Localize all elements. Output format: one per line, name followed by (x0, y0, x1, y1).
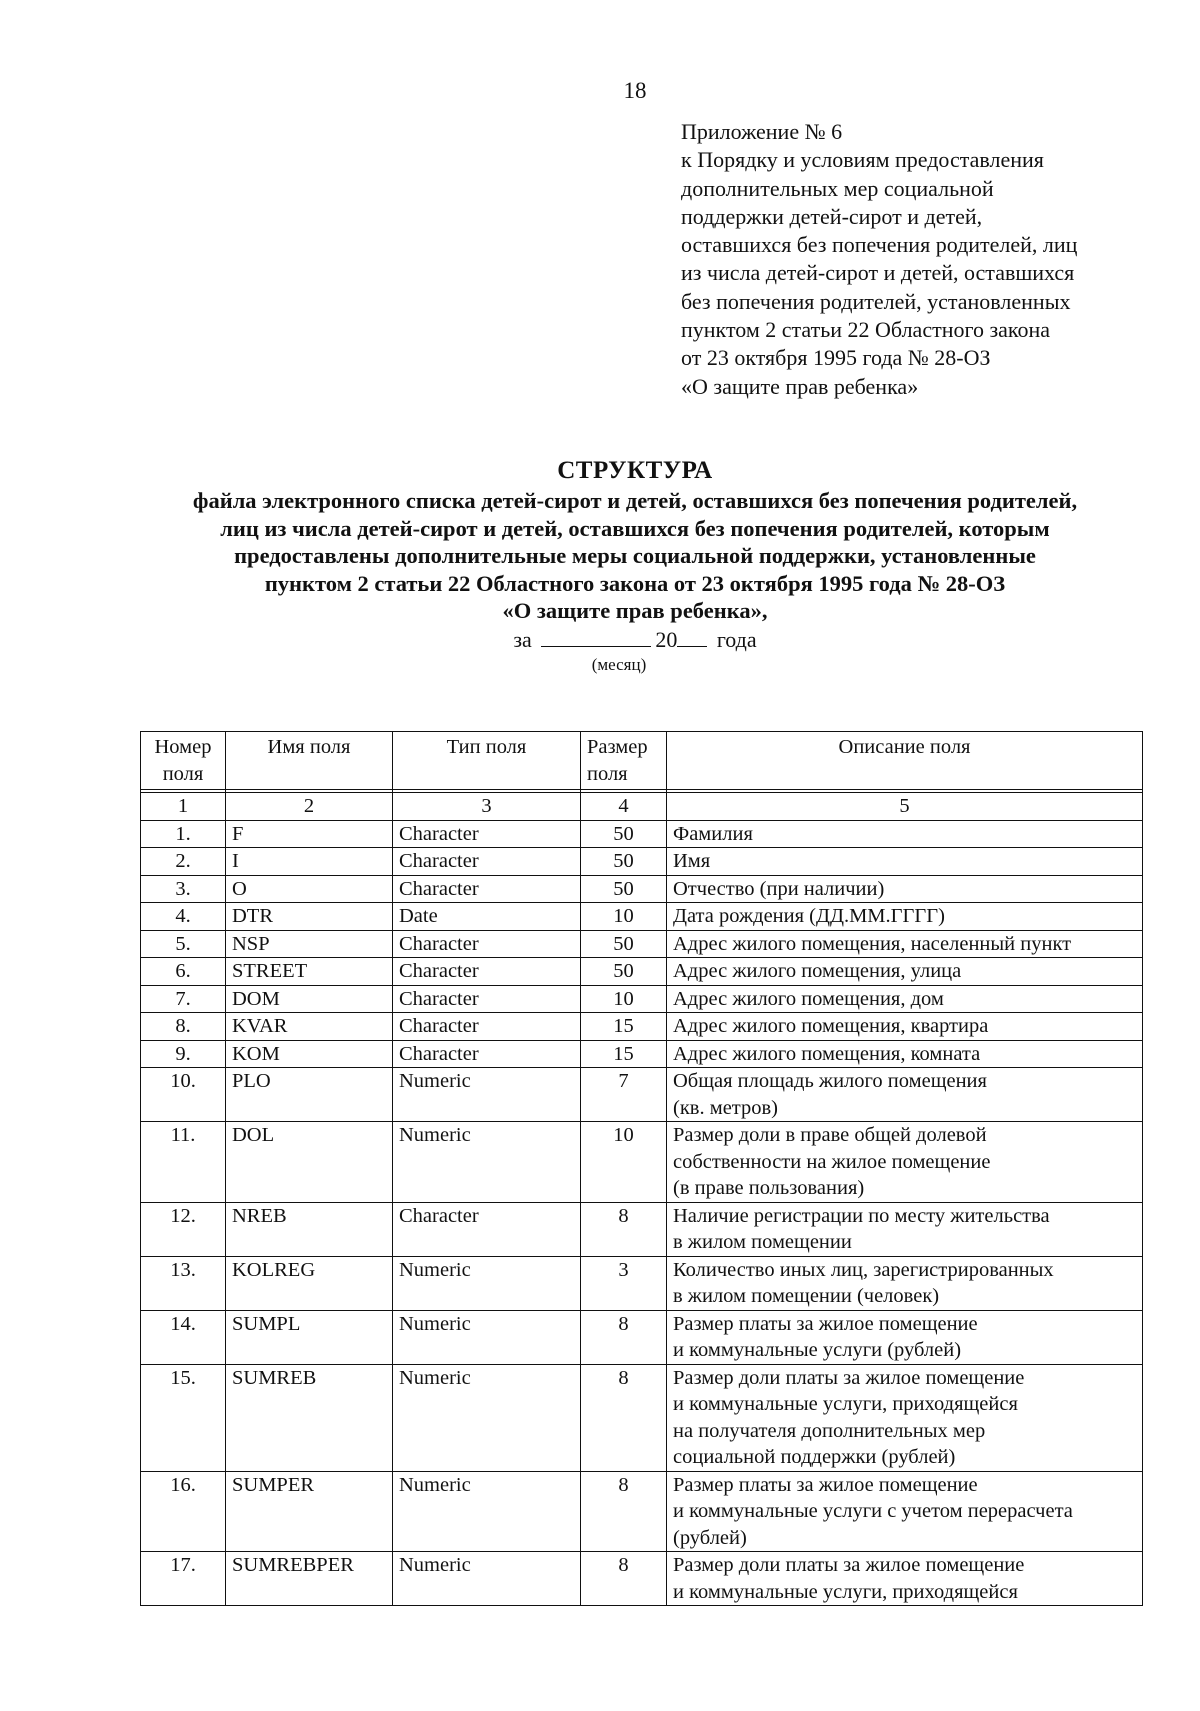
header-field-size: Размер поля (581, 732, 667, 790)
column-number: 1 (141, 793, 226, 821)
field-description-cell: Размер платы за жилое помещение и коммунальные услуги с учетом перерасчета (рублей) (667, 1471, 1143, 1552)
field-name-cell: STREET (226, 958, 393, 986)
field-name-cell: NSP (226, 930, 393, 958)
field-number-cell: 12. (141, 1202, 226, 1256)
field-number-cell: 10. (141, 1068, 226, 1122)
field-description-cell: Имя (667, 848, 1143, 876)
field-description-cell: Адрес жилого помещения, населенный пункт (667, 930, 1143, 958)
field-description-cell: Адрес жилого помещения, дом (667, 985, 1143, 1013)
field-number-cell: 17. (141, 1552, 226, 1606)
annex-line: из числа детей-сирот и детей, оставшихся (681, 260, 1075, 286)
field-type-cell: Numeric (393, 1552, 581, 1606)
field-number-cell: 11. (141, 1122, 226, 1203)
title-main: СТРУКТУРА (557, 457, 713, 484)
table-row (141, 1364, 1143, 1471)
field-description-cell: Размер доли платы за жилое помещение и коммунальные услуги, приходящейся на получателя дополнительных мер социальной поддержки (рублей) (667, 1364, 1143, 1471)
field-size-cell: 8 (581, 1202, 667, 1256)
field-type-cell: Character (393, 985, 581, 1013)
annex-line: без попечения родителей, установленных (681, 288, 1071, 314)
fields-table (140, 731, 1143, 1606)
annex-line: «О защите прав ребенка» (681, 373, 919, 399)
annex-block (681, 118, 1151, 401)
field-description-cell: Отчество (при наличии) (667, 875, 1143, 903)
annex-line: Приложение № 6 (681, 119, 843, 144)
field-number-cell: 9. (141, 1040, 226, 1068)
annex-line: к Порядку и условиям предоставления (681, 147, 1044, 173)
field-type-cell: Date (393, 903, 581, 931)
field-description-cell: Размер доли платы за жилое помещение и коммунальные услуги, приходящейся (667, 1552, 1143, 1606)
table-row (141, 1040, 1143, 1068)
field-name-cell: SUMREBPER (226, 1552, 393, 1606)
table-body (141, 820, 1143, 1606)
field-type-cell: Numeric (393, 1364, 581, 1471)
table-row (141, 1122, 1143, 1203)
field-number-cell: 8. (141, 1013, 226, 1041)
month-label: (месяц) (591, 655, 647, 674)
field-type-cell: Numeric (393, 1310, 581, 1364)
table-row (141, 848, 1143, 876)
page-number: 18 (623, 78, 647, 103)
field-size-cell: 8 (581, 1364, 667, 1471)
field-name-cell: O (226, 875, 393, 903)
field-type-cell: Character (393, 875, 581, 903)
table-row (141, 1552, 1143, 1606)
field-size-cell: 50 (581, 875, 667, 903)
table-row (141, 820, 1143, 848)
field-number-cell: 6. (141, 958, 226, 986)
period-suffix: года (716, 627, 757, 652)
table-row (141, 958, 1143, 986)
title-line: файла электронного списка детей-сирот и детей, оставшихся без попечения родителей, (192, 488, 1078, 513)
field-size-cell: 10 (581, 985, 667, 1013)
field-name-cell: DOM (226, 985, 393, 1013)
field-name-cell: KOLREG (226, 1256, 393, 1310)
annex-line: поддержки детей-сирот и детей, (681, 203, 983, 229)
field-number-cell: 15. (141, 1364, 226, 1471)
field-size-cell: 10 (581, 903, 667, 931)
field-type-cell: Numeric (393, 1256, 581, 1310)
table-row (141, 1013, 1143, 1041)
table-row (141, 1202, 1143, 1256)
table-row (141, 1256, 1143, 1310)
field-size-cell: 3 (581, 1256, 667, 1310)
field-number-cell: 4. (141, 903, 226, 931)
field-type-cell: Character (393, 1013, 581, 1041)
field-type-cell: Character (393, 958, 581, 986)
year-prefix: 20 (655, 627, 678, 652)
field-name-cell: DOL (226, 1122, 393, 1203)
field-description-cell: Адрес жилого помещения, квартира (667, 1013, 1143, 1041)
field-name-cell: KOM (226, 1040, 393, 1068)
field-name-cell: I (226, 848, 393, 876)
field-name-cell: F (226, 820, 393, 848)
title-line: «О защите прав ребенка», (502, 598, 768, 624)
field-description-cell: Размер платы за жилое помещение и коммунальные услуги (рублей) (667, 1310, 1143, 1364)
field-size-cell: 15 (581, 1013, 667, 1041)
field-type-cell: Character (393, 1202, 581, 1256)
field-type-cell: Character (393, 930, 581, 958)
table-row (141, 985, 1143, 1013)
field-name-cell: SUMPER (226, 1471, 393, 1552)
field-number-cell: 3. (141, 875, 226, 903)
column-number: 4 (581, 793, 667, 821)
annex-line: от 23 октября 1995 года № 28-ОЗ (681, 345, 991, 371)
field-size-cell: 7 (581, 1068, 667, 1122)
field-number-cell: 7. (141, 985, 226, 1013)
field-description-cell: Наличие регистрации по месту жительства в жилом помещении (667, 1202, 1143, 1256)
field-description-cell: Количество иных лиц, зарегистрированных в жилом помещении (человек) (667, 1256, 1143, 1310)
field-size-cell: 8 (581, 1552, 667, 1606)
header-field-name: Имя поля (226, 732, 393, 790)
field-number-cell: 14. (141, 1310, 226, 1364)
field-type-cell: Character (393, 1040, 581, 1068)
field-description-cell: Общая площадь жилого помещения (кв. метров) (667, 1068, 1143, 1122)
column-numbers-row (141, 793, 1143, 821)
field-description-cell: Адрес жилого помещения, улица (667, 958, 1143, 986)
document-title (60, 455, 1200, 625)
field-size-cell: 8 (581, 1471, 667, 1552)
field-type-cell: Character (393, 848, 581, 876)
title-line: пунктом 2 статьи 22 Областного закона от 23 октября 1995 года № 28-ОЗ (264, 570, 1006, 596)
column-number: 3 (393, 793, 581, 821)
field-name-cell: SUMREB (226, 1364, 393, 1471)
field-size-cell: 50 (581, 820, 667, 848)
table-row (141, 930, 1143, 958)
table-row (141, 875, 1143, 903)
field-name-cell: KVAR (226, 1013, 393, 1041)
field-name-cell: NREB (226, 1202, 393, 1256)
field-size-cell: 50 (581, 958, 667, 986)
column-number: 2 (226, 793, 393, 821)
field-number-cell: 2. (141, 848, 226, 876)
field-name-cell: DTR (226, 903, 393, 931)
period-prefix: за (513, 627, 532, 652)
field-name-cell: SUMPL (226, 1310, 393, 1364)
table-row (141, 1310, 1143, 1364)
header-field-number: Номер поля (141, 732, 226, 790)
month-blank (541, 626, 651, 647)
field-type-cell: Numeric (393, 1122, 581, 1203)
field-number-cell: 5. (141, 930, 226, 958)
field-size-cell: 8 (581, 1310, 667, 1364)
table-row (141, 903, 1143, 931)
field-number-cell: 13. (141, 1256, 226, 1310)
field-description-cell: Размер доли в праве общей долевой собственности на жилое помещение (в праве пользования) (667, 1122, 1143, 1203)
table-row (141, 1471, 1143, 1552)
annex-line: дополнительных мер социальной (681, 175, 994, 201)
field-number-cell: 16. (141, 1471, 226, 1552)
field-size-cell: 50 (581, 930, 667, 958)
year-blank (677, 626, 707, 647)
table-header-row (141, 732, 1143, 790)
field-type-cell: Character (393, 820, 581, 848)
table-row (141, 1068, 1143, 1122)
title-line: лиц из числа детей-сирот и детей, оставшихся без попечения родителей, которым (220, 515, 1050, 541)
annex-line: оставшихся без попечения родителей, лиц (681, 232, 1078, 258)
field-description-cell: Адрес жилого помещения, комната (667, 1040, 1143, 1068)
column-number: 5 (667, 793, 1143, 821)
reporting-period (0, 626, 1200, 653)
field-size-cell: 15 (581, 1040, 667, 1068)
field-description-cell: Фамилия (667, 820, 1143, 848)
header-field-type: Тип поля (393, 732, 581, 790)
field-description-cell: Дата рождения (ДД.ММ.ГГГГ) (667, 903, 1143, 931)
field-size-cell: 10 (581, 1122, 667, 1203)
title-line: предоставлены дополнительные меры социальной поддержки, установленные (234, 543, 1036, 569)
header-field-description: Описание поля (667, 732, 1143, 790)
field-size-cell: 50 (581, 848, 667, 876)
field-name-cell: PLO (226, 1068, 393, 1122)
field-type-cell: Numeric (393, 1068, 581, 1122)
field-type-cell: Numeric (393, 1471, 581, 1552)
annex-line: пунктом 2 статьи 22 Областного закона (681, 317, 1051, 343)
field-number-cell: 1. (141, 820, 226, 848)
